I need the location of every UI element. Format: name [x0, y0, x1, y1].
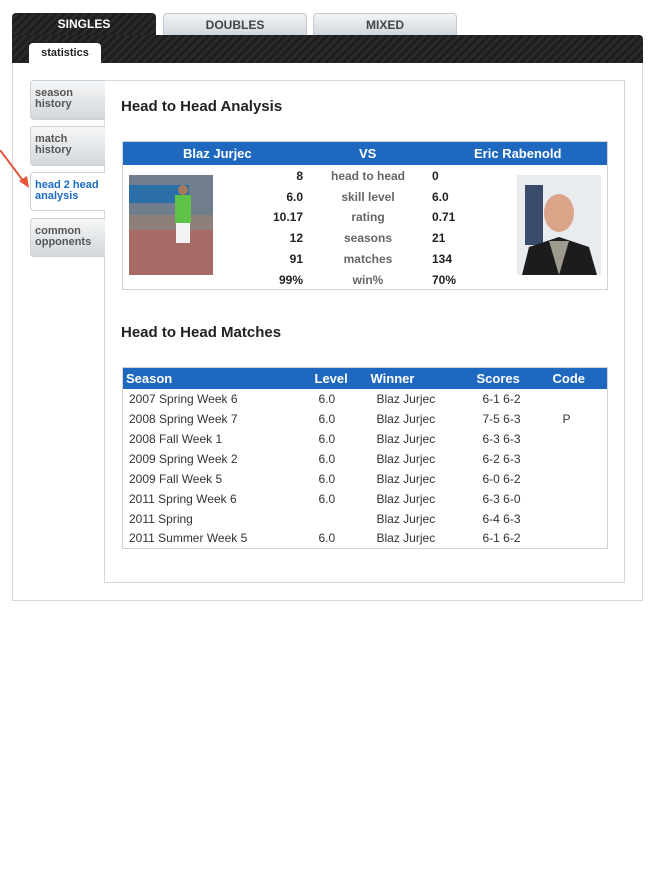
table-row: [123, 449, 608, 469]
table-cell: Blaz Jurjec: [376, 391, 436, 406]
sidebar-item-head-2-head-analysis[interactable]: [30, 172, 105, 211]
table-cell: 6-3 6-3: [482, 431, 521, 446]
subtab-statistics[interactable]: statistics: [29, 43, 101, 63]
table-cell: 6.0: [318, 391, 336, 406]
table-cell: P: [562, 411, 571, 426]
table-row: [123, 389, 608, 409]
column-header[interactable]: Winner: [371, 368, 477, 389]
tab-bar: [12, 35, 643, 63]
table-cell: [315, 509, 371, 529]
left-value: 10.17: [272, 210, 303, 225]
label: common: [35, 225, 81, 237]
column-header[interactable]: Code: [553, 368, 608, 389]
table-cell: Blaz Jurjec: [376, 411, 436, 426]
left-value: 91: [289, 251, 303, 266]
label: season: [35, 87, 73, 99]
right-value: 134: [432, 251, 453, 266]
table-cell: 6.0: [318, 451, 336, 466]
column-header[interactable]: Season: [123, 368, 315, 389]
table-cell: 2011 Summer Week 5: [129, 531, 248, 546]
column-header[interactable]: Scores: [477, 368, 553, 389]
table-cell: [553, 449, 608, 469]
table-cell: Blaz Jurjec: [376, 511, 436, 526]
table-cell: 2009 Spring Week 2: [129, 451, 238, 466]
table-row: [123, 469, 608, 489]
label: head 2 head: [35, 179, 99, 191]
vs-label: VS: [359, 146, 377, 161]
tab-mixed[interactable]: MIXED: [313, 13, 457, 36]
left-value: 8: [296, 169, 303, 183]
table-cell: 2007 Spring Week 6: [129, 391, 238, 406]
right-value: 70%: [432, 272, 457, 287]
head-to-head-card: [122, 141, 608, 290]
table-cell: 6-2 6-3: [482, 451, 521, 466]
table-cell: [553, 389, 608, 409]
table-cell: 6-1 6-2: [482, 531, 521, 546]
right-player-photo: [517, 175, 601, 275]
table-row: [123, 409, 608, 429]
matches-table: [122, 367, 608, 549]
table-cell: 6.0: [318, 471, 336, 486]
label: history: [35, 144, 72, 156]
label: history: [35, 98, 72, 110]
table-row: [123, 509, 608, 529]
tab-doubles[interactable]: DOUBLES: [163, 13, 307, 36]
left-value: 99%: [278, 272, 303, 287]
left-value: 12: [289, 231, 303, 246]
left-player-photo: [129, 175, 213, 275]
analysis-title: Head to Head Analysis: [121, 98, 283, 115]
sidebar-item-common-opponents[interactable]: [30, 218, 105, 257]
table-cell: [553, 469, 608, 489]
matches-title: Head to Head Matches: [121, 324, 282, 341]
table-row: [123, 429, 608, 449]
table-cell: 2009 Fall Week 5: [129, 471, 223, 486]
left-player-name[interactable]: Blaz Jurjec: [183, 146, 252, 161]
table-cell: [553, 529, 608, 549]
right-value: 0.71: [432, 210, 456, 225]
right-value: 0: [432, 169, 439, 183]
stat-label: matches: [343, 251, 393, 266]
table-cell: 2011 Spring: [129, 511, 193, 526]
table-cell: 6.0: [318, 431, 336, 446]
table-cell: 6.0: [318, 491, 336, 506]
table-cell: Blaz Jurjec: [376, 531, 436, 546]
table-cell: 6-0 6-2: [482, 471, 521, 486]
sidebar-item-match-history[interactable]: [30, 126, 105, 166]
pointer-arrow-icon: [0, 150, 32, 190]
table-cell: Blaz Jurjec: [376, 491, 436, 506]
table-cell: 6.0: [318, 411, 336, 426]
table-row: [123, 529, 608, 549]
table-cell: Blaz Jurjec: [376, 431, 436, 446]
table-cell: [553, 489, 608, 509]
table-cell: [553, 509, 608, 529]
table-cell: 6-3 6-0: [482, 491, 521, 506]
table-cell: 2008 Spring Week 7: [129, 411, 238, 426]
table-row: [123, 489, 608, 509]
label: match: [35, 133, 68, 145]
left-value: 6.0: [286, 189, 303, 204]
table-cell: 7-5 6-3: [482, 411, 521, 426]
column-header[interactable]: Level: [315, 368, 371, 389]
right-value: 6.0: [432, 189, 449, 204]
tab-singles[interactable]: SINGLES: [12, 13, 156, 37]
right-player-name[interactable]: Eric Rabenold: [474, 146, 562, 161]
table-cell: [553, 429, 608, 449]
table-cell: 6.0: [318, 531, 336, 546]
table-cell: Blaz Jurjec: [376, 451, 436, 466]
table-cell: Blaz Jurjec: [376, 471, 436, 486]
label: opponents: [35, 236, 92, 248]
sidebar-item-season-history[interactable]: [30, 80, 105, 120]
table-cell: 6-4 6-3: [482, 511, 521, 526]
stat-label: win%: [352, 272, 384, 287]
stat-label: seasons: [343, 231, 393, 246]
card-header: [123, 142, 607, 165]
stat-label: rating: [351, 210, 385, 225]
stat-label: head to head: [330, 169, 405, 183]
table-cell: 2008 Fall Week 1: [129, 431, 223, 446]
table-cell: 6-1 6-2: [482, 391, 521, 406]
stat-label: skill level: [341, 189, 395, 204]
table-cell: 2011 Spring Week 6: [129, 491, 237, 506]
label: analysis: [35, 190, 79, 202]
right-value: 21: [432, 231, 446, 246]
